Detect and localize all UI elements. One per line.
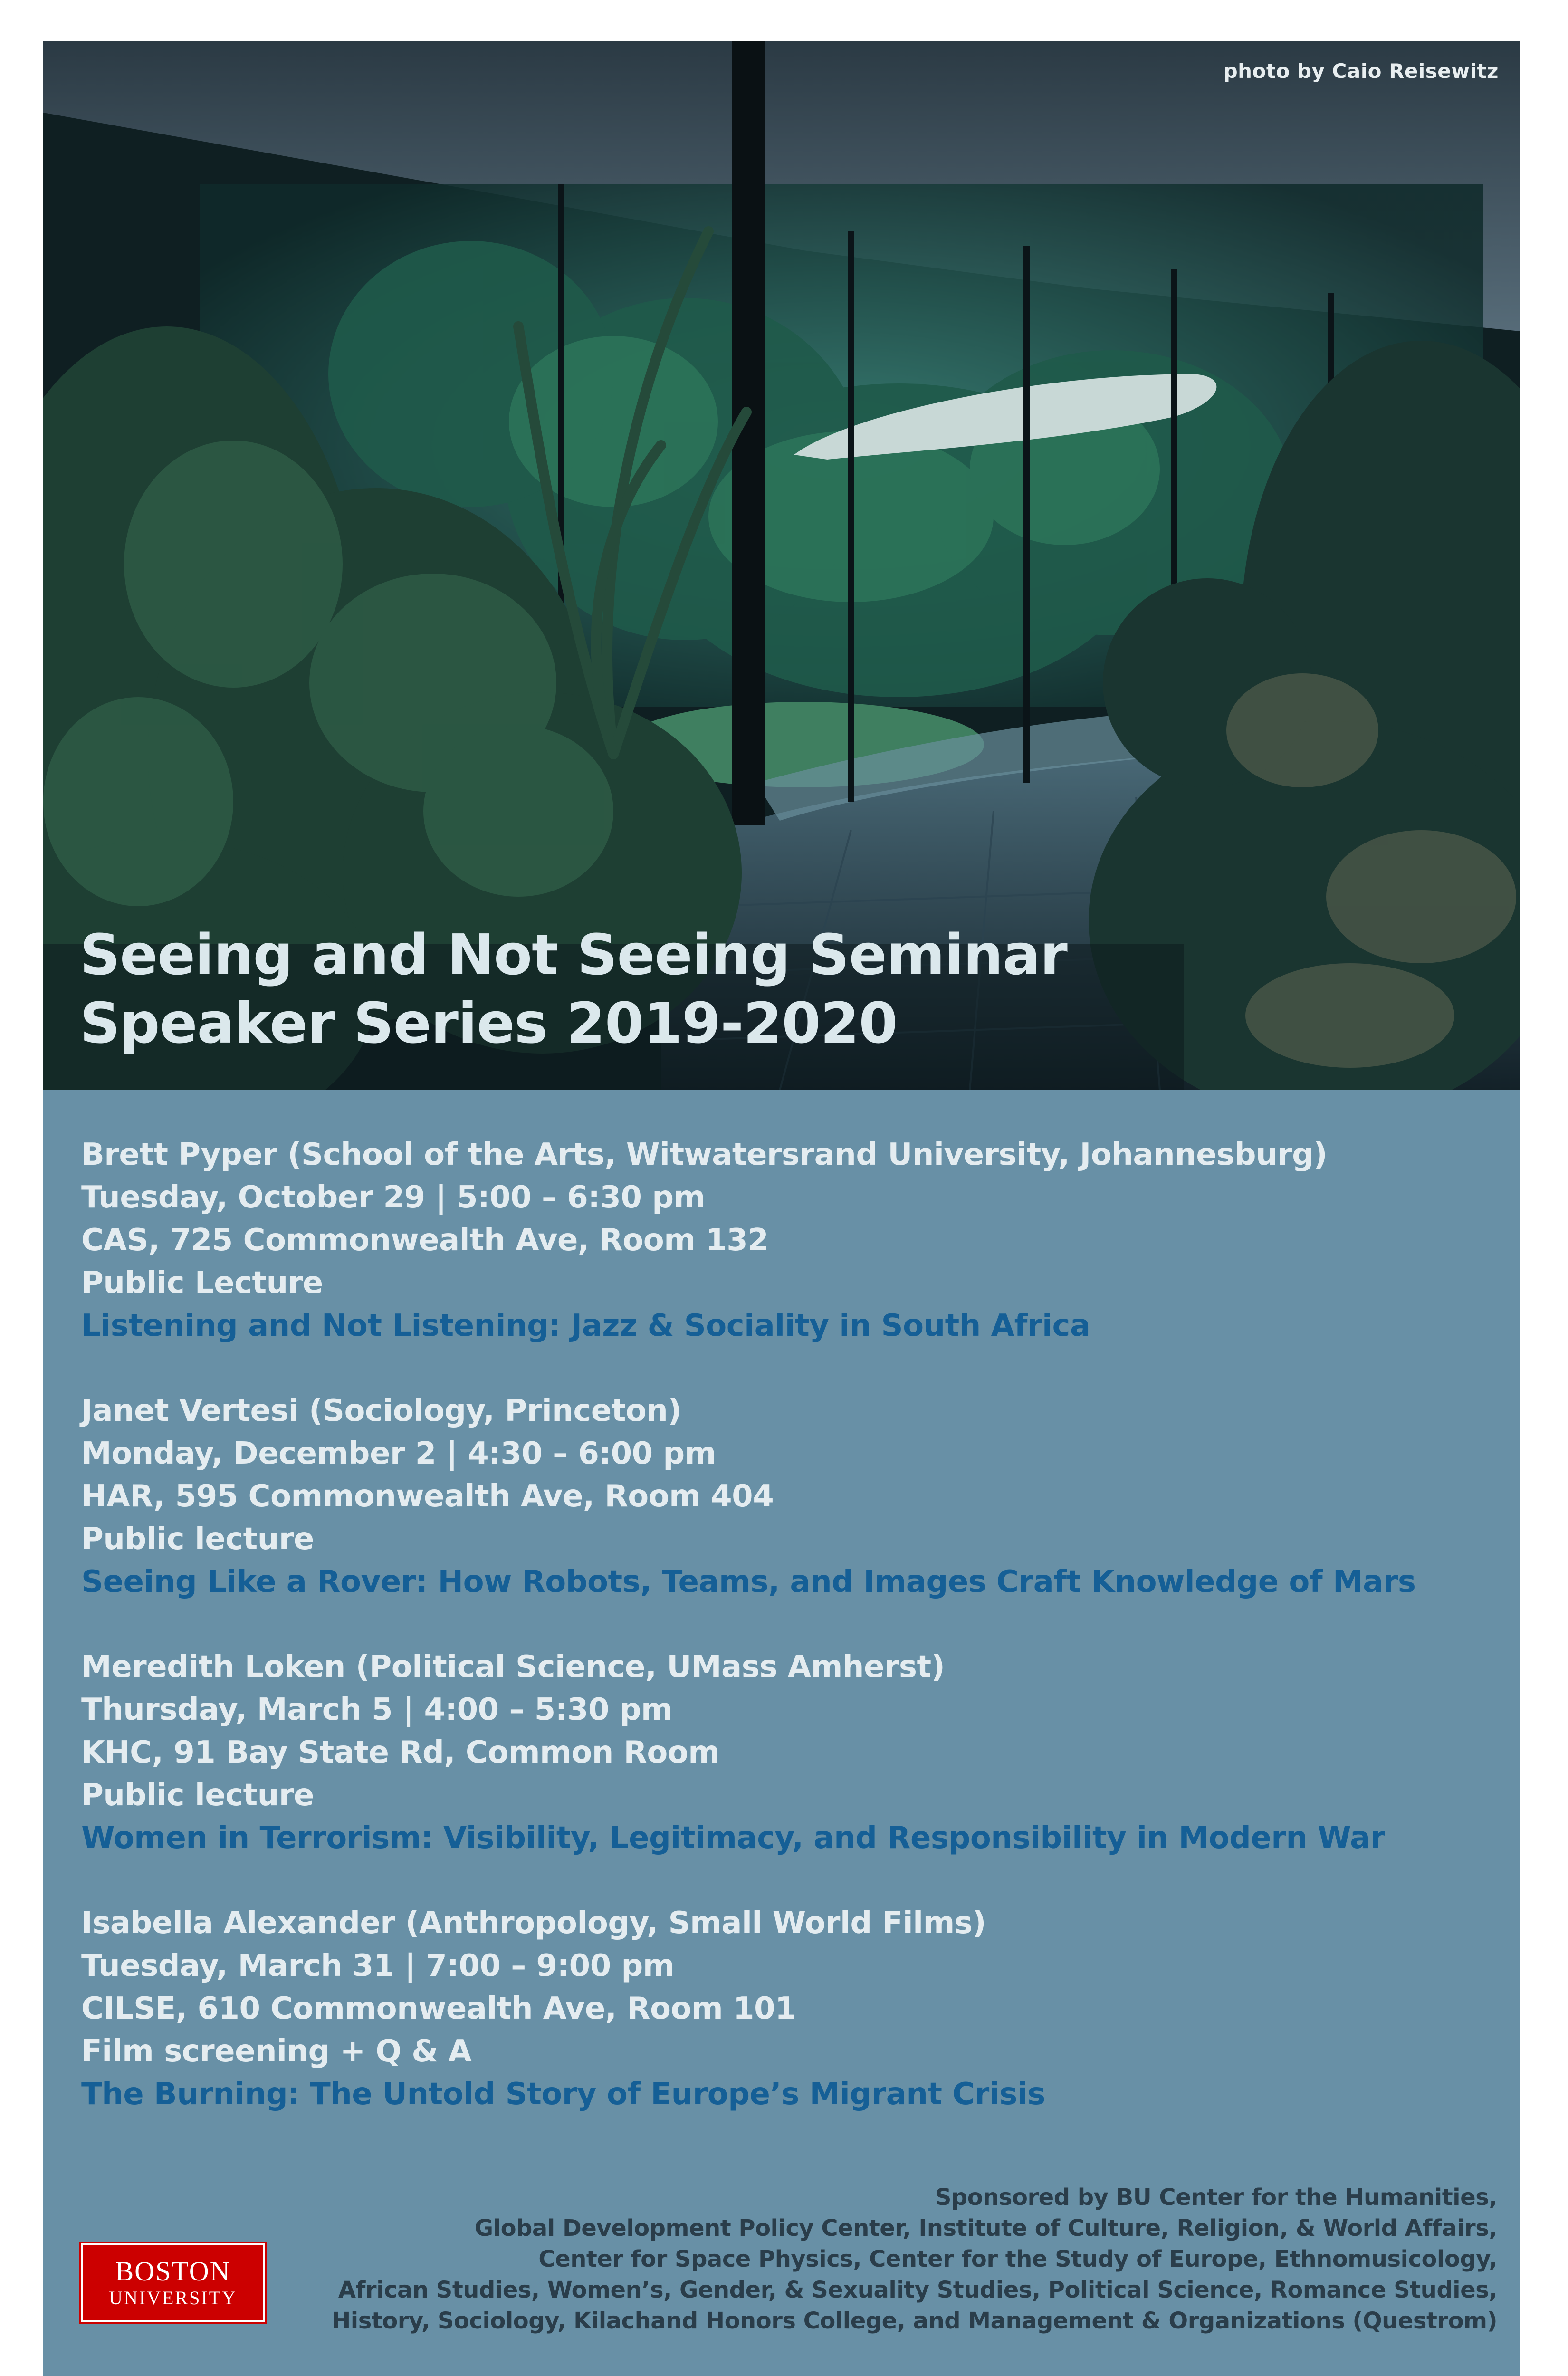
sponsor-line: Sponsored by BU Center for the Humanities, — [935, 2184, 1497, 2211]
boston-university-logo — [81, 2243, 265, 2322]
event-datetime: Thursday, March 5 | 4:00 – 5:30 pm — [81, 1692, 673, 1727]
event-location: HAR, 595 Commonwealth Ave, Room 404 — [81, 1479, 774, 1514]
event-speaker: Meredith Loken (Political Science, UMass Amherst) — [81, 1649, 945, 1685]
sponsors-block — [238, 2182, 1497, 2337]
series-title-line1: Seeing and Not Seeing Seminar — [80, 922, 1067, 987]
sponsor-line: History, Sociology, Kilachand Honors College, and Management & Organizations (Questrom) — [332, 2308, 1497, 2334]
sponsor-line: Center for Space Physics, Center for the Study of Europe, Ethnomusicology, — [538, 2246, 1497, 2272]
event-item — [81, 1389, 1488, 1603]
event-datetime: Tuesday, March 31 | 7:00 – 9:00 pm — [81, 1948, 674, 1983]
event-format: Film screening + Q & A — [81, 2034, 472, 2069]
event-location: KHC, 91 Bay State Rd, Common Room — [81, 1735, 720, 1770]
event-format: Public Lecture — [81, 1265, 323, 1301]
event-title: Seeing Like a Rover: How Robots, Teams, and Images Craft Knowledge of Mars — [81, 1564, 1416, 1600]
event-format: Public lecture — [81, 1522, 314, 1557]
event-datetime: Tuesday, October 29 | 5:00 – 6:30 pm — [81, 1180, 705, 1215]
photo-credit: photo by Caio Reisewitz — [1223, 59, 1499, 83]
event-location: CILSE, 610 Commonwealth Ave, Room 101 — [81, 1991, 796, 2026]
event-item — [81, 1646, 1488, 1859]
event-speaker: Janet Vertesi (Sociology, Princeton) — [81, 1393, 682, 1428]
event-title: Women in Terrorism: Visibility, Legitimacy, and Responsibility in Modern War — [81, 1820, 1385, 1856]
logo-line2: UNIVERSITY — [109, 2287, 237, 2309]
event-item — [81, 1902, 1488, 2116]
event-title: The Burning: The Untold Story of Europe’s Migrant Crisis — [81, 2077, 1045, 2112]
series-title — [80, 920, 1067, 1057]
series-title-line2: Speaker Series 2019-2020 — [80, 990, 898, 1056]
event-format: Public lecture — [81, 1778, 314, 1813]
sponsor-line: Global Development Policy Center, Institute of Culture, Religion, & World Affairs, — [474, 2215, 1497, 2242]
event-speaker: Isabella Alexander (Anthropology, Small World Films) — [81, 1906, 986, 1941]
event-datetime: Monday, December 2 | 4:30 – 6:00 pm — [81, 1436, 716, 1471]
event-item — [81, 1133, 1488, 1347]
sponsor-line: African Studies, Women’s, Gender, & Sexuality Studies, Political Science, Romance Studies, — [338, 2277, 1497, 2303]
event-title: Listening and Not Listening: Jazz & Sociality in South Africa — [81, 1308, 1090, 1343]
event-location: CAS, 725 Commonwealth Ave, Room 132 — [81, 1223, 769, 1258]
logo-line1: BOSTON — [115, 2256, 231, 2287]
poster — [43, 41, 1520, 2376]
hero-photo — [43, 41, 1520, 1090]
event-speaker: Brett Pyper (School of the Arts, Witwatersrand University, Johannesburg) — [81, 1137, 1328, 1172]
event-list — [81, 1133, 1488, 2158]
